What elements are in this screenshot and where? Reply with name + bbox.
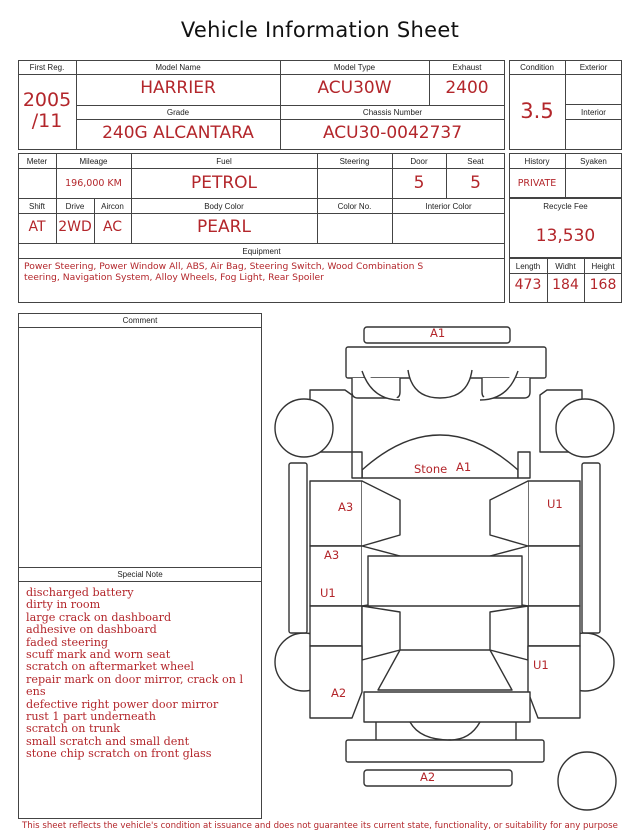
- damage-mark: A3: [338, 500, 354, 514]
- car-damage-diagram: [268, 318, 622, 818]
- chassis-number-value: ACU30-0042737: [322, 123, 463, 143]
- special-note-item: small scratch and small dent: [26, 734, 190, 748]
- right-rear-corner: [528, 646, 580, 718]
- model-name-value: HARRIER: [140, 78, 216, 98]
- special-note-item: large crack on dashboard: [26, 610, 172, 624]
- rear-glass: [362, 606, 400, 660]
- door-value: 5: [413, 173, 425, 193]
- mileage-label: Mileage: [79, 157, 108, 166]
- damage-mark: U1: [320, 586, 336, 600]
- damage-mark: A2: [420, 770, 436, 784]
- body-color-label: Body Color: [204, 202, 244, 211]
- model-name-label: Model Name: [155, 63, 201, 72]
- width-label: Widht: [555, 262, 576, 271]
- seat-value: 5: [470, 173, 481, 193]
- color-no-label: Color No.: [337, 202, 372, 211]
- sheet-title: Vehicle Information Sheet: [180, 18, 460, 42]
- left-rear-corner: [310, 646, 362, 718]
- special-note-item: ens: [26, 685, 46, 699]
- special-note-item: discharged battery: [26, 586, 134, 599]
- damage-mark: A2: [331, 686, 347, 700]
- damage-mark: A1: [430, 326, 446, 340]
- model-type-label: Model Type: [333, 63, 376, 72]
- equipment-line: teering, Navigation System, Alloy Wheels, Fog Light, Rear Spoiler: [24, 271, 324, 283]
- damage-mark: U1: [547, 497, 563, 511]
- left-rear-quarter-panel: [310, 606, 362, 646]
- syaken-label: Syaken: [580, 157, 607, 166]
- drive-label: Drive: [65, 202, 85, 211]
- special-note-label: Special Note: [117, 570, 163, 579]
- drive-value: 2WD: [58, 219, 92, 235]
- left-front-wheel: [275, 399, 333, 457]
- interior-color-label: Interior Color: [425, 202, 472, 211]
- special-note-item: faded steering: [26, 635, 109, 649]
- aircon-value: AC: [102, 219, 123, 235]
- comment-label: Comment: [122, 316, 158, 325]
- interior-label: Interior: [581, 108, 606, 117]
- rear-bumper-panel: [364, 770, 512, 786]
- height-label: Height: [591, 262, 615, 271]
- right-rear-quarter-panel: [528, 606, 580, 646]
- special-note-item: scratch on aftermarket wheel: [26, 660, 194, 674]
- first-reg-year: 2005: [22, 89, 72, 111]
- length-value: 473: [514, 277, 542, 293]
- left-front-door-panel: [310, 481, 362, 546]
- condition-label: Condition: [520, 63, 554, 72]
- special-note-item: repair mark on door mirror, crack on l: [26, 672, 244, 686]
- model-type-value: ACU30W: [317, 78, 392, 98]
- special-note-item: stone chip scratch on front glass: [26, 747, 212, 761]
- chassis-number-label: Chassis Number: [362, 108, 423, 117]
- condition-score: 3.5: [520, 99, 554, 123]
- width-value: 184: [552, 277, 579, 293]
- meter-label: Meter: [26, 157, 48, 166]
- footer-disclaimer: This sheet reflects the vehicle's condition at issuance and does not guarantee its current state, functionality, or suitability for any purpose: [22, 821, 618, 831]
- equipment-label: Equipment: [242, 247, 281, 256]
- door-label: Door: [410, 157, 428, 166]
- recycle-fee-value: 13,530: [535, 226, 596, 246]
- special-note-item: rust 1 part underneath: [26, 710, 156, 724]
- shift-value: AT: [28, 219, 46, 235]
- special-notes-list: [26, 587, 243, 761]
- spare-wheel: [558, 752, 616, 810]
- right-front-door-panel: [528, 481, 580, 546]
- special-note-item: dirty in room: [26, 598, 101, 612]
- special-note-item: adhesive on dashboard: [26, 623, 157, 637]
- grade-label: Grade: [166, 108, 190, 117]
- special-note-item: defective right power door mirror: [26, 697, 219, 711]
- first-reg-month: /11: [31, 110, 63, 132]
- damage-mark: Stone: [414, 462, 448, 476]
- right-rear-door-panel: [528, 546, 580, 606]
- roof-panel: [368, 556, 522, 606]
- exhaust-value: 2400: [445, 78, 489, 98]
- fuel-value: PETROL: [190, 173, 258, 193]
- history-value: PRIVATE: [517, 178, 557, 189]
- damage-mark: U1: [533, 658, 549, 672]
- mileage-value: 196,000 KM: [65, 178, 122, 189]
- equipment-list: [24, 262, 434, 283]
- fuel-label: Fuel: [216, 157, 232, 166]
- first-reg-label: First Reg.: [29, 63, 65, 72]
- trunk-panel: [364, 692, 530, 722]
- special-note-item: scratch on trunk: [26, 722, 121, 736]
- rear-bumper-upper: [346, 740, 544, 762]
- aircon-label: Aircon: [101, 202, 124, 211]
- body-color-value: PEARL: [197, 217, 251, 237]
- damage-mark: A1: [456, 460, 472, 474]
- right-front-wheel: [556, 399, 614, 457]
- exhaust-label: Exhaust: [452, 63, 482, 72]
- shift-label: Shift: [28, 202, 45, 211]
- special-note-item: scuff mark and worn seat: [26, 648, 171, 662]
- history-label: History: [524, 157, 550, 166]
- steering-label: Steering: [339, 157, 370, 166]
- equipment-line: Power Steering, Power Window All, ABS, Air Bag, Steering Switch, Wood Combination S: [24, 261, 424, 272]
- seat-label: Seat: [467, 157, 484, 166]
- damage-mark: A3: [324, 548, 340, 562]
- recycle-fee-label: Recycle Fee: [543, 202, 588, 211]
- height-value: 168: [589, 277, 617, 293]
- exterior-label: Exterior: [579, 63, 608, 72]
- length-label: Length: [515, 262, 541, 271]
- grade-value: 240G ALCANTARA: [102, 123, 254, 143]
